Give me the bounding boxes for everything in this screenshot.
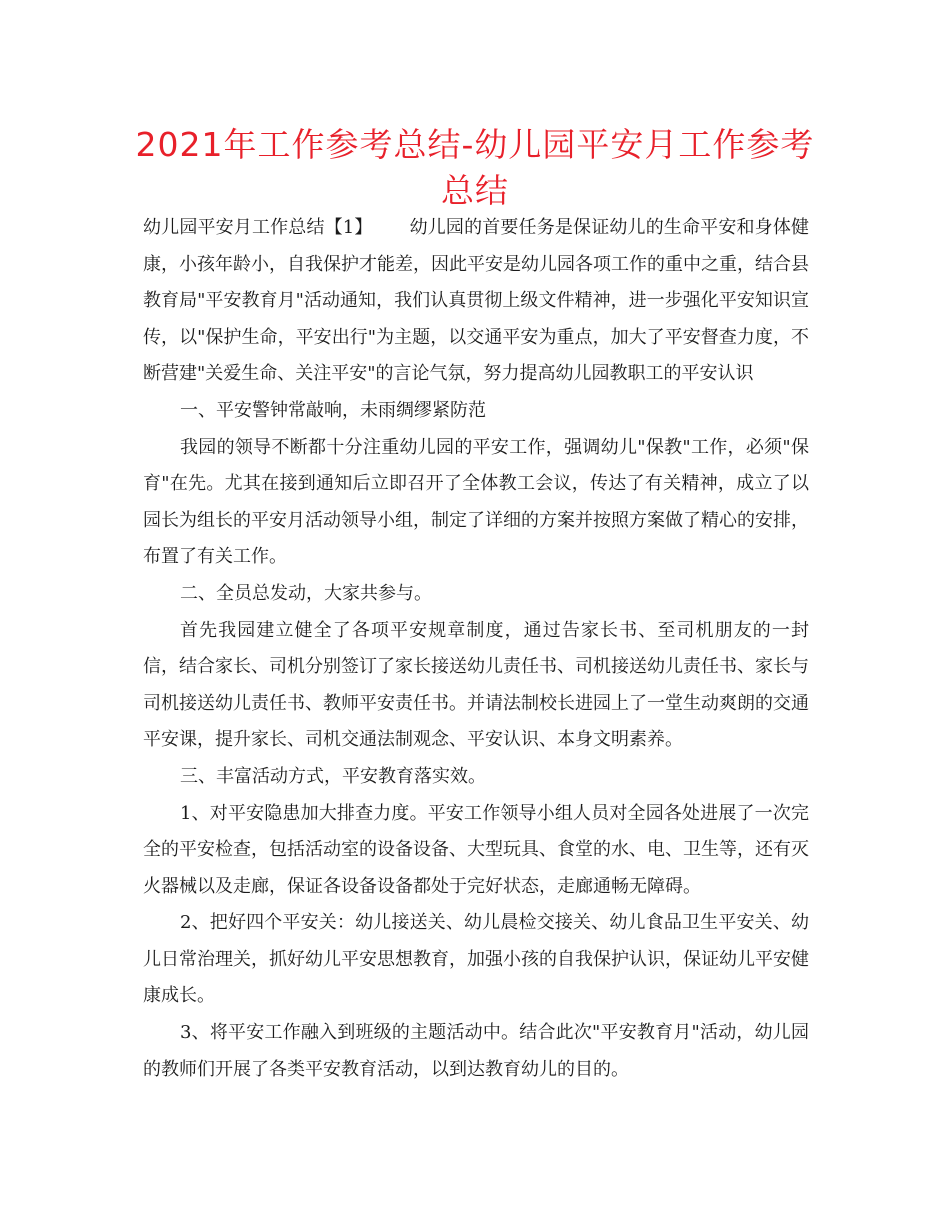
section-heading-3: 三、丰富活动方式，平安教育落实效。 [180,765,486,787]
document-body [143,210,809,1088]
body-paragraph: 我园的领导不断都十分注重幼儿园的平安工作，强调幼儿"保教"工作，必须"保育"在先。尤其在接到通知后立即召开了全体教工会议，传达了有关精神，成立了以园长为组长的平安月活动领导小组，制定了详细的方案并按照方案做了精心的安排，布置了有关工作。 [143,436,809,568]
body-paragraph: 首先我园建立健全了各项平安规章制度，通过告家长书、至司机朋友的一封信，结合家长、司机分别签订了家长接送幼儿责任书、司机接送幼儿责任书、家长与司机接送幼儿责任书、教师平安责任书。并请法制校长进园上了一堂生动爽朗的交通平安课，提升家长、司机交通法制观念、平安认识、本身文明素养。 [143,619,809,751]
body-paragraph: 3、将平安工作融入到班级的主题活动中。结合此次"平安教育月"活动，幼儿园的教师们开展了各类平安教育活动，以到达教育幼儿的目的。 [143,1022,809,1080]
body-paragraph: 2、把好四个平安关：幼儿接送关、幼儿晨检交接关、幼儿食品卫生平安关、幼儿日常治理关，抓好幼儿平安思想教育，加强小孩的自我保护认识，保证幼儿平安健康成长。 [143,912,809,1007]
body-paragraph: 1、对平安隐患加大排查力度。平安工作领导小组人员对全园各处进展了一次完全的平安检查，包括活动室的设备设备、大型玩具、食堂的水、电、卫生等，还有灭火器械以及走廊，保证各设备设备都处于完好状态，走廊通畅无障碍。 [143,802,809,897]
intro-text: 幼儿园的首要任务是保证幼儿的生命平安和身体健康，小孩年龄小，自我保护才能差，因此平安是幼儿园各项工作的重中之重，结合县教育局"平安教育月"活动通知，我们认真贯彻上级文件精神，进一步强化平安知识宣传，以"保护生命，平安出行"为主题，以交通平安为重点，加大了平安督查力度，不断营建"关爱生命、关注平安"的言论气氛，努力提高幼儿园教职工的平安认识 [143,217,810,385]
document-title: 2021年工作参考总结-幼儿园平安月工作参考总结 [135,125,815,210]
section-heading-2: 二、全员总发动，大家共参与。 [180,582,432,604]
section-heading-1: 一、平安警钟常敲响，未雨绸缪紧防范 [180,399,486,421]
intro-paragraph [143,210,809,393]
intro-heading: 幼儿园平安月工作总结【1】 [143,217,373,238]
